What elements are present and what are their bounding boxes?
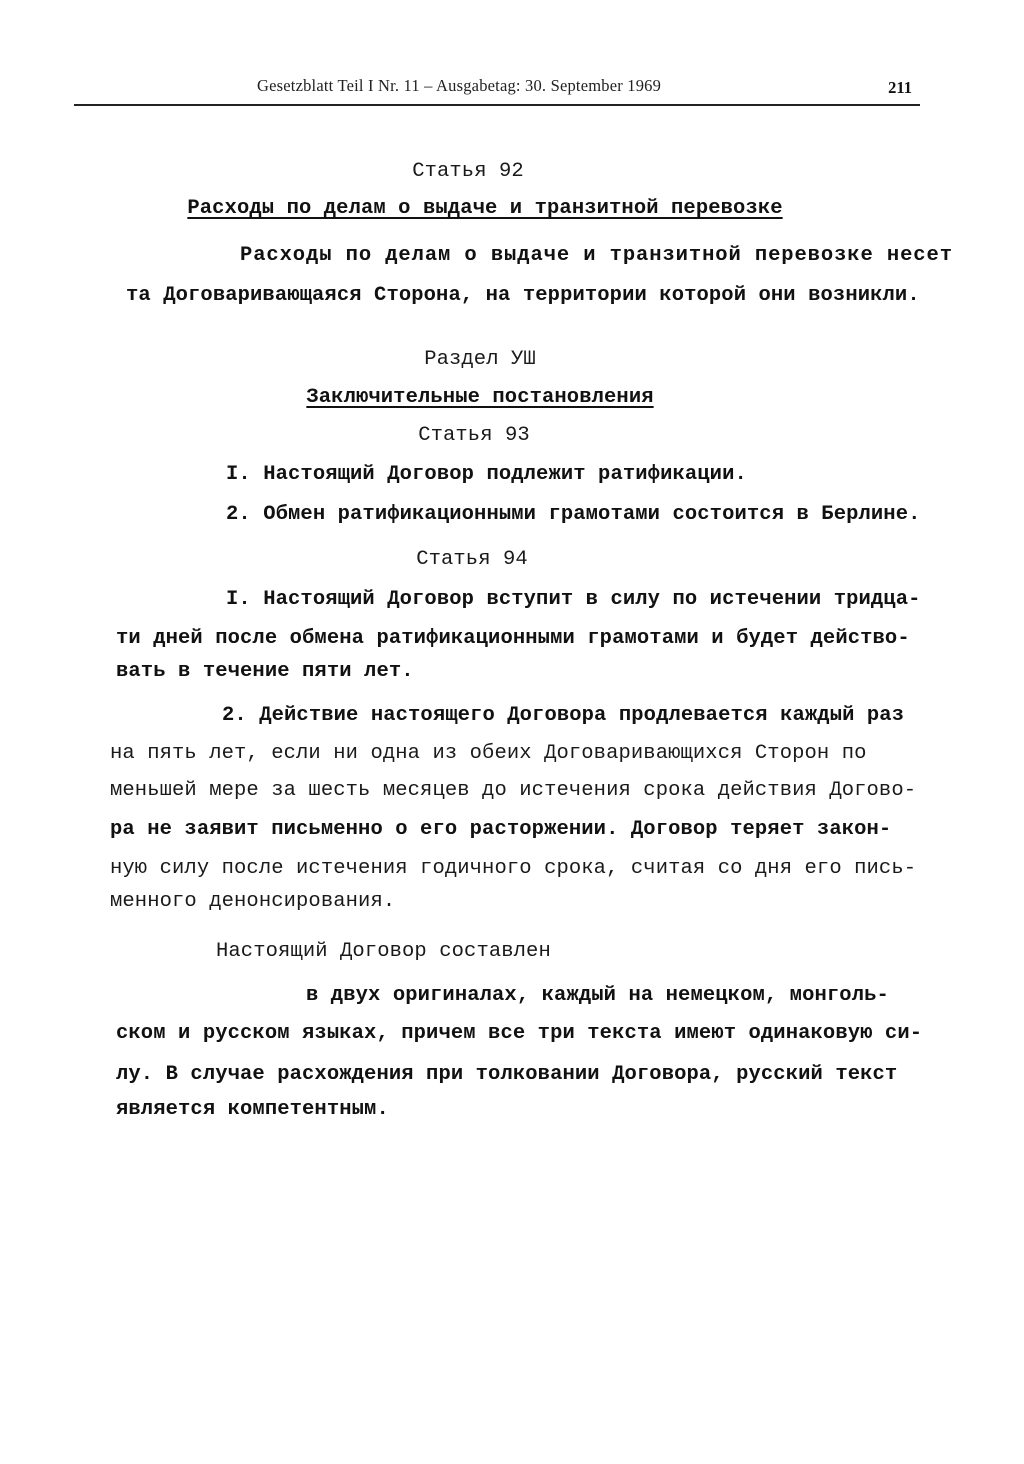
- closing-line-3: лу. В случае расхождения при толковании Договора, русский текст: [116, 1063, 898, 1086]
- closing-line-2: ском и русском языках, причем все три текста имеют одинаковую си-: [116, 1022, 923, 1045]
- article-94-para-2-line-2: на пять лет, если ни одна из обеих Договаривающихся Сторон по: [110, 742, 867, 765]
- page-header: [74, 70, 920, 106]
- article-94-para-2-line-5: ную силу после истечения годичного срока, считая со дня его пись-: [110, 857, 917, 880]
- article-94-para-2-line-6: менного денонсирования.: [110, 890, 396, 913]
- closing-line-1: в двух оригиналах, каждый на немецком, монголь-: [306, 984, 889, 1007]
- article-94-para-2-line-3: меньшей мере за шесть месяцев до истечения срока действия Догово-: [110, 779, 917, 802]
- article-94-para-1-line-1: I. Настоящий Договор вступит в силу по истечении тридца-: [226, 588, 921, 611]
- article-92-subheading: Расходы по делам о выдаче и транзитной перевозке: [187, 197, 783, 220]
- article-94-para-2-line-1: 2. Действие настоящего Договора продлевается каждый раз: [222, 704, 905, 727]
- article-94-para-1-line-3: вать в течение пяти лет.: [116, 660, 414, 683]
- article-94-para-1-line-2: ти дней после обмена ратификационными грамотами и будет действо-: [116, 627, 910, 650]
- article-93-item-1: I. Настоящий Договор подлежит ратификации.: [226, 463, 747, 486]
- article-92-line-1: Расходы по делам о выдаче и транзитной перевозке несет: [240, 244, 953, 267]
- article-93-heading: Статья 93: [418, 424, 530, 447]
- article-94-heading: Статья 94: [416, 548, 528, 571]
- article-93-item-2: 2. Обмен ратификационными грамотами состоится в Берлине.: [226, 503, 921, 526]
- page-number: 211: [888, 78, 912, 97]
- section-8-heading: Раздел УШ: [424, 348, 536, 371]
- article-92-heading: Статья 92: [412, 160, 524, 183]
- article-94-para-2-line-4: ра не заявит письменно о его расторжении. Договор теряет закон-: [110, 818, 892, 841]
- section-8-subheading: Заключительные постановления: [306, 386, 654, 409]
- gazette-title: Gesetzblatt Teil I Nr. 11 – Ausgabetag: 30. September 1969: [257, 76, 662, 95]
- closing-intro: Настоящий Договор составлен: [216, 940, 551, 963]
- closing-line-4: является компетентным.: [116, 1098, 389, 1121]
- article-92-line-2: та Договаривающаяся Сторона, на территории которой они возникли.: [126, 284, 920, 307]
